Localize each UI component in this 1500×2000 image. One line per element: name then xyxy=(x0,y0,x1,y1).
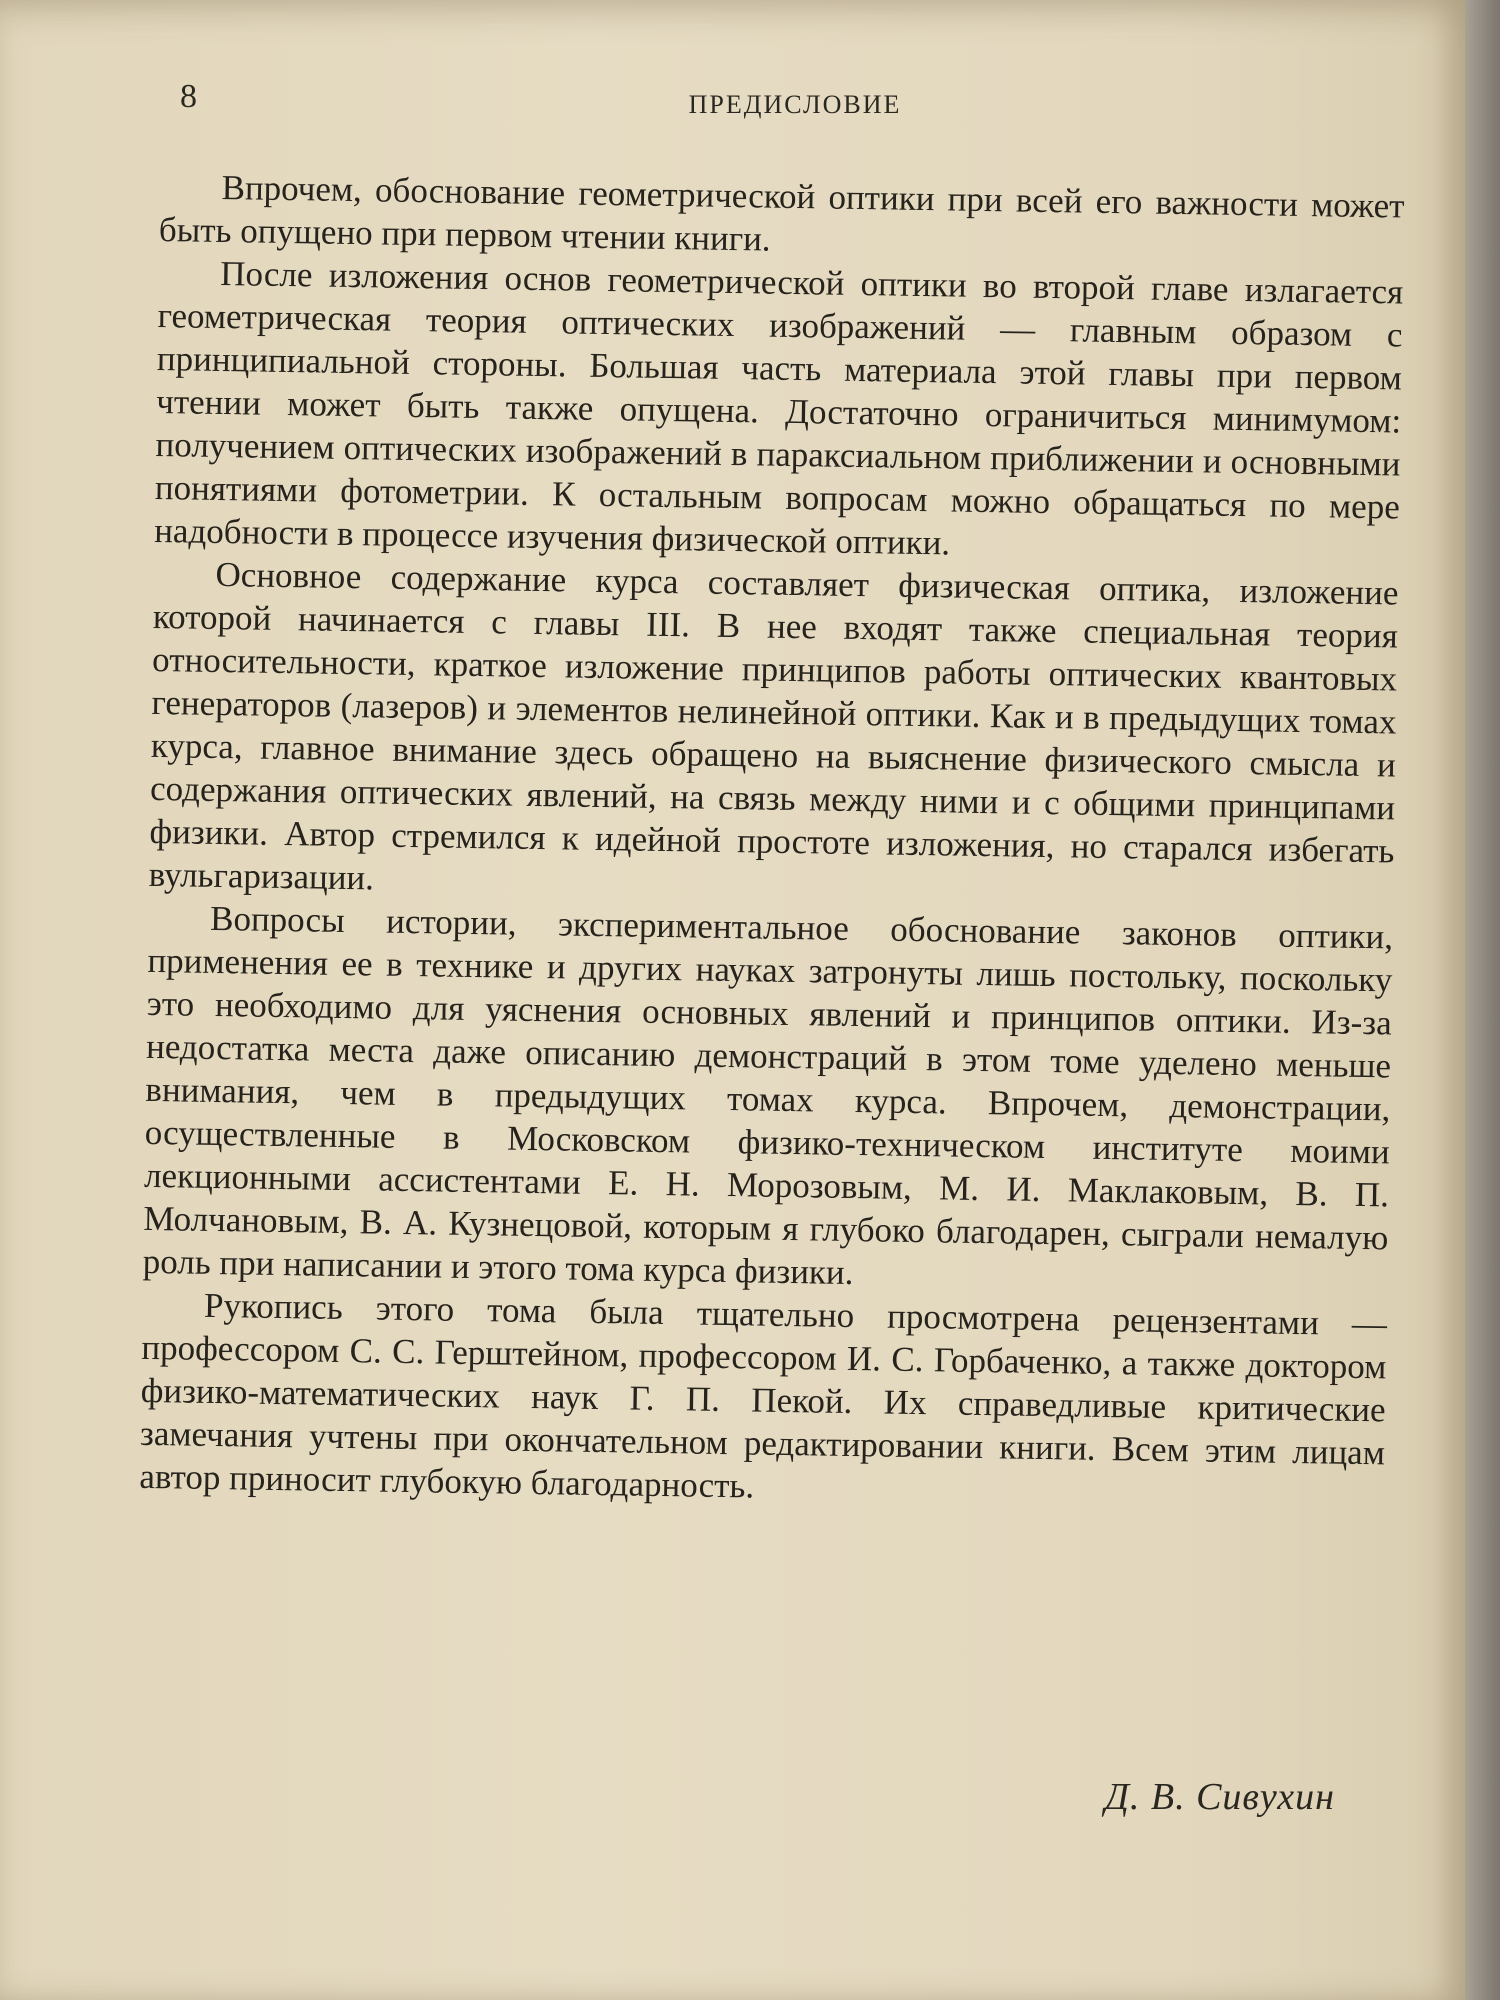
paragraph: Рукопись этого тома была тщательно просмотрена рецензентами — профессором С. С. Герштейном, профессором И. С. Горбаченко, а также доктором физико-математических наук Г. П. Пекой. Их справедливые критические замечания учтены при окончательном редактировании книги. Всем этим лицам автор приносит глубокую благодарность. xyxy=(139,1285,1388,1506)
author-signature: Д. В. Сивухин xyxy=(1104,1776,1335,1818)
paragraph: Впрочем, обоснование геометрической оптики при всей его важности может быть опущено при первом чтении книги. xyxy=(158,167,1405,259)
paragraph: Основное содержание курса составляет физическая оптика, изложение которой начинается с главы III. В нее входят также специальная теория относительности, краткое изложение принципов работы оптических квантовых генераторов (лазеров) и элементов нелинейной оптики. Как и в предыдущих томах курса, главное внимание здесь обращено на выяснение физического смысла и содержания оптических явлений, на связь между ними и с общими принципами физики. Автор стремился к идейной простоте изложения, но старался избегать вульгаризации. xyxy=(148,554,1399,898)
page-number: 8 xyxy=(180,78,197,115)
paragraph: После изложения основ геометрической оптики во второй главе излагается геометрическая теория оптических изображений — главным образом с принципиальной стороны. Большая часть материала этой главы при первом чтении может быть также опущена. Достаточно ограничиться минимумом: получением оптических изображений в параксиальном приближении и основными понятиями фотометрии. К остальным вопросам можно обращаться по мере надобности в процессе изучения физической оптики. xyxy=(153,253,1404,563)
paragraph: Вопросы истории, экспериментальное обоснование законов оптики, применения ее в технике и других науках затронуты лишь постольку, поскольку это необходимо для уяснения основных явлений и принципов оптики. Из-за недостатка места даже описанию демонстраций в этом томе уделено меньше внимания, чем в предыдущих томах курса. Впрочем, демонстрации, осуществленные в Московском физико-техническом институте моими лекционными ассистентами Е. Н. Морозовым, М. И. Маклаковым, В. П. Молчановым, В. А. Кузнецовой, которым я глубоко благодарен, сыграли немалую роль при написании и этого тома курса физики. xyxy=(142,898,1394,1293)
page-edge xyxy=(1465,0,1500,2000)
preface-body xyxy=(139,165,1405,1517)
running-title: ПРЕДИСЛОВИЕ xyxy=(688,90,902,119)
